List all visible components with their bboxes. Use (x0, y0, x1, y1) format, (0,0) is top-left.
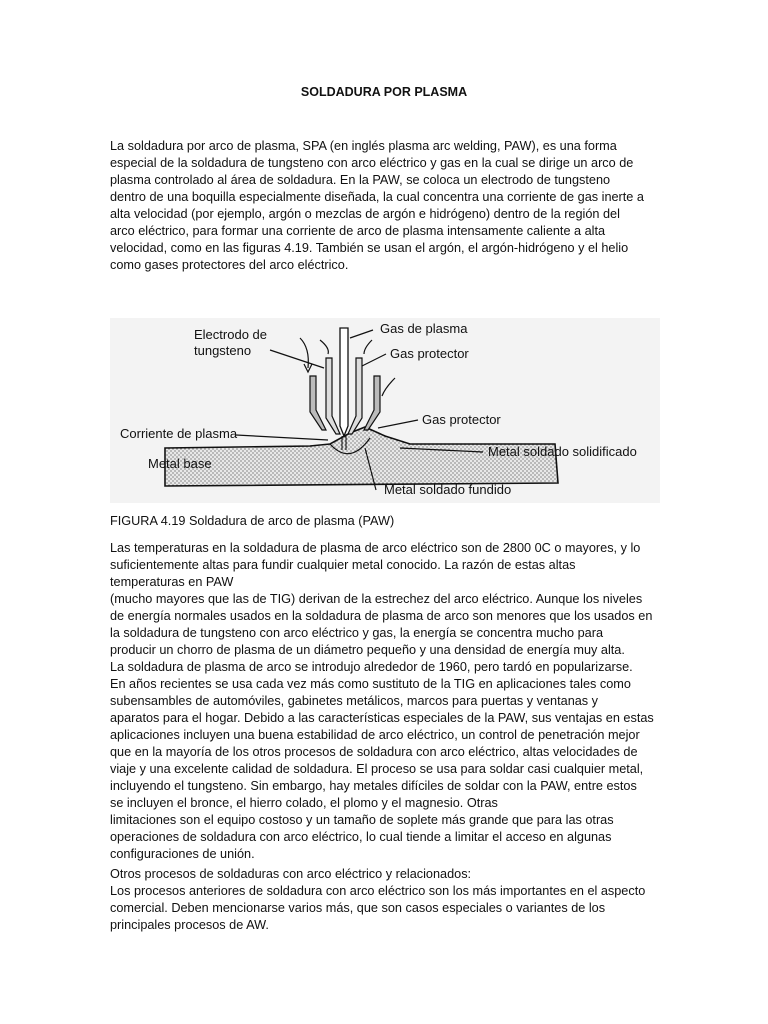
nozzle-inner (326, 358, 340, 434)
label-gas-protector-1: Gas protector (390, 346, 469, 361)
text-line: plasma controlado al área de soldadura. En la PAW, se coloca un electrodo de tungsteno (110, 173, 611, 187)
text-line: Las temperaturas en la soldadura de plasma de arco eléctrico son de 2800 0C o mayores, y lo (110, 541, 641, 555)
section-paragraph (110, 866, 670, 934)
text-line: como gases protectores del arco eléctrico. (110, 258, 349, 272)
text-line: producir un chorro de plasma de un diámetro pequeño y una densidad de energía muy alta. (110, 643, 625, 657)
body-paragraph (110, 540, 670, 863)
text-line: temperaturas en PAW (110, 575, 234, 589)
text-line: La soldadura por arco de plasma, SPA (en inglés plasma arc welding, PAW), es una forma (110, 139, 617, 153)
label-gas-plasma: Gas de plasma (380, 321, 468, 336)
label-metal-solidificado: Metal soldado solidificado (488, 444, 637, 459)
text-line: especial de la soldadura de tungsteno con arco eléctrico y gas en la cual se dirige un arco de (110, 156, 634, 170)
text-line: viaje y una excelente calidad de soldadura. El proceso se usa para soldar casi cualquier metal, (110, 762, 644, 776)
text-line: que en la mayoría de los otros procesos de soldadura con arco eléctrico, altas velocidades de (110, 745, 638, 759)
text-line: La soldadura de plasma de arco se introdujo alrededor de 1960, pero tardó en popularizarse. (110, 660, 633, 674)
text-line: En años recientes se usa cada vez más como sustituto de la TIG en aplicaciones tales como (110, 677, 631, 691)
text-line: subensambles de automóviles, gabinetes metálicos, marcos para puertas y ventanas y (110, 694, 599, 708)
section-heading: Otros procesos de soldaduras con arco eléctrico y relacionados: (110, 867, 472, 881)
text-line: Los procesos anteriores de soldadura con arco eléctrico son los más importantes en el aspecto (110, 884, 646, 898)
text-line: limitaciones son el equipo costoso y un tamaño de soplete más grande que para las otras (110, 813, 614, 827)
text-line: incluyendo el tungsteno. Sin embargo, hay metales difíciles de soldar con la PAW, entre estos (110, 779, 637, 793)
text-line: operaciones de soldadura con arco eléctrico, lo cual tiende a limitar el acceso en algunas (110, 830, 612, 844)
text-line: dentro de una boquilla especialmente diseñada, la cual concentra una corriente de gas inerte a (110, 190, 644, 204)
figure-caption: FIGURA 4.19 Soldadura de arco de plasma (PAW) (110, 514, 395, 528)
label-electrodo-1: Electrodo de (194, 327, 267, 342)
nozzle-outer (310, 376, 326, 430)
label-metal-fundido: Metal soldado fundido (384, 482, 512, 497)
label-gas-protector-2: Gas protector (422, 412, 501, 427)
text-line: de energía normales usados en la soldadura de plasma de arco son menores que los usados en (110, 609, 653, 623)
text-line: velocidad, como en las figuras 4.19. También se usan el argón, el argón-hidrógeno y el helio (110, 241, 629, 255)
electrode (340, 328, 348, 436)
intro-paragraph (110, 138, 670, 274)
text-line: aplicaciones incluyen una buena estabilidad de arco eléctrico, un control de penetración mejor (110, 728, 640, 742)
text-line: aparatos para el hogar. Debido a las características especiales de la PAW, sus ventajas en estas (110, 711, 654, 725)
page-title: SOLDADURA POR PLASMA (300, 85, 468, 99)
text-line: configuraciones de unión. (110, 847, 255, 861)
label-corriente-plasma: Corriente de plasma (120, 426, 238, 441)
text-line: la soldadura de tungsteno con arco eléctrico y gas, la energía se concentra mucho para (110, 626, 603, 640)
text-line: (mucho mayores que las de TIG) derivan de la estrechez del arco eléctrico. Aunque los niveles (110, 592, 643, 606)
text-line: se incluyen el bronce, el hierro colado, el plomo y el magnesio. Otras (110, 796, 498, 810)
text-line: principales procesos de AW. (110, 918, 269, 932)
text-line: suficientemente altas para fundir cualquier metal conocido. La razón de estas altas (110, 558, 576, 572)
label-metal-base: Metal base (148, 456, 212, 471)
text-line: alta velocidad (por ejemplo, argón o mezclas de argón e hidrógeno) dentro de la región del (110, 207, 620, 221)
figure-drawing (110, 318, 660, 503)
plasma-welding-figure (110, 318, 660, 503)
text-line: arco eléctrico, para formar una corriente de arco de plasma intensamente caliente a alta (110, 224, 606, 238)
text-line: comercial. Deben mencionarse varios más, que son casos especiales o variantes de los (110, 901, 606, 915)
label-electrodo-2: tungsteno (194, 343, 252, 358)
